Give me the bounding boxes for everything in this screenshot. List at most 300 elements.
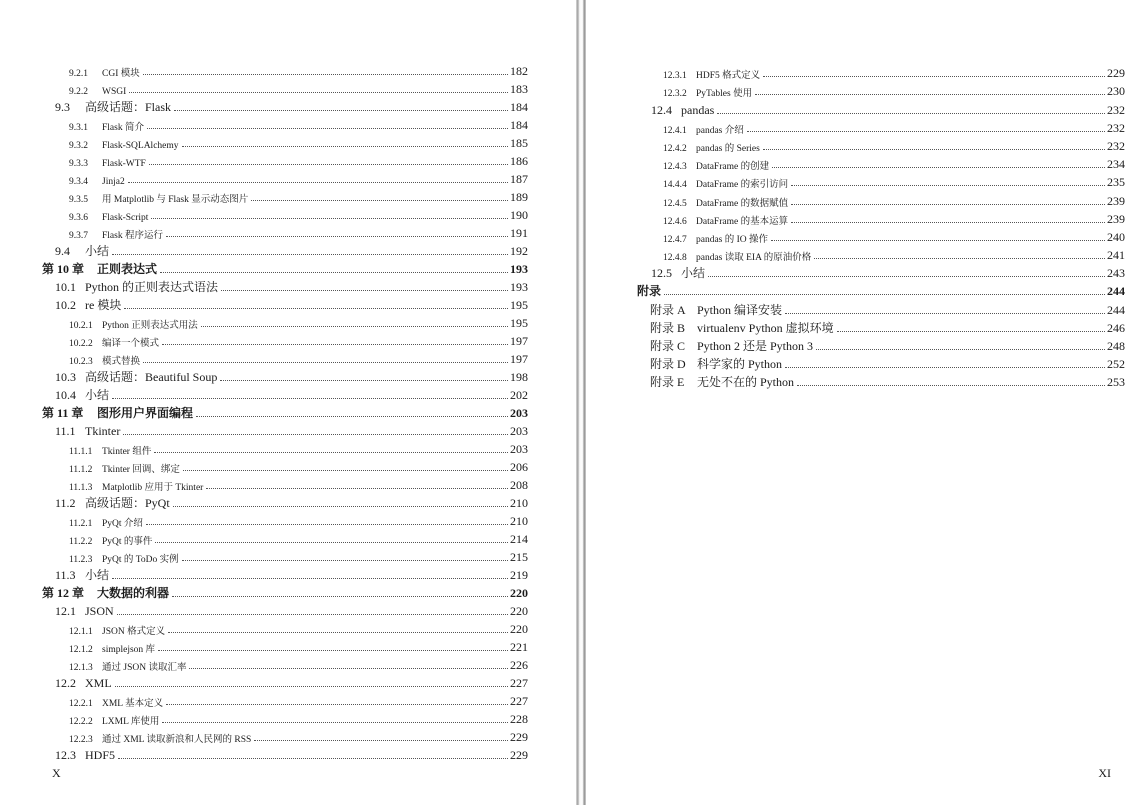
toc-entry-title: 附录 — [637, 284, 662, 299]
toc-entry-label — [69, 65, 141, 79]
book-spine-gutter — [576, 0, 586, 805]
dot-leader — [771, 240, 1105, 241]
toc-entry-number: 12.2.1 — [69, 699, 93, 709]
toc-entry-number: 附录 C — [650, 339, 686, 353]
toc-entry — [0, 367, 576, 385]
toc-entry-number: 12.3 — [55, 748, 76, 762]
toc-entry — [0, 727, 576, 745]
dot-leader — [201, 326, 508, 327]
toc-entry — [0, 115, 576, 133]
toc-entry-page: 192 — [510, 244, 528, 258]
toc-entry-title: pandas 的 IO 操作 — [696, 234, 769, 245]
toc-entry-number: 10.2.3 — [69, 357, 93, 367]
dot-leader — [196, 416, 508, 417]
toc-entry-label — [651, 103, 715, 118]
toc-entry-title: DataFrame 的创建 — [696, 162, 770, 173]
toc-entry-number: 12.4.2 — [663, 143, 687, 154]
toc-entry-label — [69, 317, 199, 331]
dot-leader — [785, 367, 1105, 368]
toc-entry — [0, 547, 576, 565]
dot-leader — [772, 167, 1105, 168]
toc-entry-title: XML 基本定义 — [102, 699, 164, 709]
toc-entry-label — [650, 373, 795, 390]
toc-entry-page: 195 — [510, 316, 528, 330]
toc-entry-number: 附录 A — [650, 302, 686, 317]
toc-entry-page: 229 — [510, 748, 528, 762]
toc-entry-page: 229 — [1107, 66, 1125, 81]
dot-leader — [166, 236, 508, 237]
dot-leader — [158, 650, 508, 651]
toc-entry-page: 232 — [1107, 102, 1125, 117]
toc-entry-label — [42, 260, 158, 277]
toc-entry-page: 220 — [510, 622, 528, 636]
dot-leader — [763, 149, 1105, 150]
dot-leader — [124, 308, 508, 309]
dot-leader — [174, 110, 508, 111]
toc-entry-page: 191 — [510, 226, 528, 240]
toc-entry-page: 241 — [1107, 248, 1125, 263]
toc-entry — [0, 259, 576, 277]
toc-entry — [0, 241, 576, 259]
toc-entry-number: 10.2 — [55, 298, 76, 312]
toc-entry-page: 234 — [1107, 157, 1125, 172]
toc-entry-title: DataFrame 的索引访问 — [696, 180, 789, 191]
toc-entry-label — [55, 386, 110, 403]
toc-entry-page: 203 — [510, 424, 528, 438]
toc-entry-title: Flask 程序运行 — [102, 231, 163, 241]
toc-entry-page: 197 — [510, 334, 528, 348]
dot-leader — [173, 506, 508, 507]
toc-entry-number: 10.1 — [55, 280, 76, 294]
toc-entry — [586, 318, 1138, 336]
toc-entry-page: 228 — [510, 712, 528, 726]
toc-entry — [0, 223, 576, 241]
toc-entry-title: pandas — [681, 102, 715, 117]
toc-entry-page: 239 — [1107, 211, 1125, 226]
toc-entry-title: 小结 — [85, 568, 110, 582]
toc-entry-label — [55, 494, 171, 511]
toc-entry-page: 220 — [510, 604, 528, 618]
toc-entry-title: pandas 读取 EIA 的原油价格 — [696, 253, 812, 264]
toc-entry-page: 219 — [510, 568, 528, 582]
toc-entry-number: 10.3 — [55, 370, 76, 384]
toc-entry-page: 214 — [510, 532, 528, 546]
dot-leader — [791, 222, 1105, 223]
toc-entry-title: 通过 JSON 读取汇率 — [102, 663, 187, 673]
toc-entry-title: 通过 XML 读取新浪和人民网的 RSS — [102, 735, 252, 745]
toc-entry — [0, 79, 576, 97]
dot-leader — [147, 128, 508, 129]
toc-entry-page: 226 — [510, 658, 528, 672]
toc-entry-label — [637, 282, 662, 299]
dot-leader — [160, 272, 508, 273]
toc-entry-title: 高级话题：PyQt — [85, 496, 170, 510]
toc-entry-title: simplejson 库 — [102, 645, 156, 655]
toc-entry-number: 9.3.3 — [69, 159, 88, 169]
dot-leader — [112, 578, 508, 579]
dot-leader — [146, 524, 508, 525]
toc-entry-label — [69, 641, 156, 655]
toc-entry-title: 图形用户界面编程 — [97, 406, 194, 420]
dot-leader — [664, 294, 1105, 295]
toc-entry-label — [663, 140, 761, 154]
toc-entry — [0, 745, 576, 763]
toc-entry-number: 附录 E — [650, 375, 685, 390]
toc-entry-label — [69, 713, 160, 727]
toc-entry-page: 182 — [510, 64, 528, 78]
dot-leader — [166, 704, 508, 705]
toc-entry-label — [650, 355, 783, 372]
toc-entry-label — [55, 98, 172, 115]
toc-entry-page: 221 — [510, 640, 528, 654]
toc-entry — [586, 227, 1138, 245]
toc-entry-page: 244 — [1107, 284, 1125, 299]
toc-entry-number: 11.1 — [55, 424, 76, 438]
toc-entry-page: 239 — [1107, 193, 1125, 208]
dot-leader — [112, 398, 508, 399]
toc-entry-title: JSON 格式定义 — [102, 627, 166, 637]
toc-entry-title: Flask 简介 — [102, 123, 144, 133]
toc-entry — [586, 172, 1138, 190]
toc-entry-title: Jinja2 — [102, 177, 125, 187]
toc-entry — [0, 619, 576, 637]
dot-leader — [785, 313, 1105, 314]
toc-entry-title: Python 2 还是 Python 3 — [697, 339, 814, 353]
toc-entry-page: 227 — [510, 676, 528, 690]
toc-entry-label — [651, 264, 706, 281]
toc-entry-page: 229 — [510, 730, 528, 744]
toc-entry-label — [650, 319, 835, 336]
toc-entry-title: 高级话题：Beautiful Soup — [85, 370, 218, 384]
toc-entry-number: 12.2 — [55, 676, 76, 690]
toc-entry — [0, 457, 576, 475]
dot-leader — [168, 632, 508, 633]
dot-leader — [221, 290, 508, 291]
toc-entry-number: 11.2 — [55, 496, 76, 510]
dot-leader — [189, 668, 508, 669]
toc-entry — [0, 637, 576, 655]
toc-entry-title: 高级话题：Flask — [85, 100, 172, 114]
toc-entry-number: 11.2.2 — [69, 537, 93, 547]
toc-entry-page: 235 — [1107, 175, 1125, 190]
toc-entry-label — [663, 158, 770, 172]
toc-entry-title: PyTables 使用 — [696, 89, 753, 100]
toc-entry-title: Flask-Script — [102, 213, 149, 223]
dot-leader — [763, 76, 1105, 77]
toc-entry — [0, 277, 576, 295]
toc-entry — [0, 97, 576, 115]
toc-entry — [586, 263, 1138, 281]
toc-entry — [586, 63, 1138, 81]
toc-entry-label — [69, 353, 141, 367]
toc-entry — [0, 709, 576, 727]
dot-leader — [129, 92, 508, 93]
dot-leader — [149, 164, 508, 165]
toc-entry-number: 11.2.3 — [69, 555, 93, 565]
toc-entry — [0, 511, 576, 529]
toc-entry-label — [69, 213, 149, 223]
toc-entry-page: 240 — [1107, 229, 1125, 244]
dot-leader — [755, 94, 1105, 95]
toc-entry-number: 11.2.1 — [69, 519, 93, 529]
page-number-left: X — [52, 766, 61, 780]
toc-entry-title: PyQt 的事件 — [102, 537, 153, 547]
toc-entry-label — [663, 195, 789, 209]
toc-entry — [0, 583, 576, 601]
toc-entry-page: 189 — [510, 190, 528, 204]
toc-entry-title: 小结 — [85, 244, 110, 258]
toc-entry-label — [663, 249, 812, 263]
toc-entry — [0, 529, 576, 547]
toc-entry-title: Tkinter — [85, 424, 121, 438]
toc-entry-number: 14.4.4 — [663, 180, 687, 191]
toc-entry-number: 9.3.4 — [69, 177, 88, 187]
dot-leader — [128, 182, 508, 183]
dot-leader — [182, 560, 508, 561]
dot-leader — [254, 740, 508, 741]
toc-entry — [0, 169, 576, 187]
left-toc-list — [0, 61, 576, 763]
toc-entry-number: 10.2.1 — [69, 321, 93, 331]
toc-entry-page: 210 — [510, 514, 528, 528]
toc-entry-page: 202 — [510, 388, 528, 402]
toc-entry-number: 附录 D — [650, 357, 686, 372]
toc-entry-number: 第 12 章 — [42, 586, 85, 600]
toc-entry-number: 9.3.6 — [69, 213, 88, 223]
toc-entry-label — [69, 623, 166, 637]
toc-entry-number: 第 10 章 — [42, 262, 85, 276]
toc-entry-label — [663, 67, 761, 81]
toc-entry-title: 正则表达式 — [97, 262, 158, 276]
toc-entry — [0, 331, 576, 349]
toc-entry-title: DataFrame 的基本运算 — [696, 216, 789, 227]
toc-entry — [586, 245, 1138, 263]
toc-entry — [0, 385, 576, 403]
toc-entry-title: 大数据的利器 — [97, 586, 170, 600]
toc-entry-label — [650, 337, 814, 354]
toc-entry-page: 193 — [510, 280, 528, 294]
toc-entry-page: 198 — [510, 370, 528, 384]
toc-entry-page: 220 — [510, 586, 528, 600]
toc-entry — [0, 151, 576, 169]
toc-entry-number: 12.4.5 — [663, 198, 687, 209]
toc-entry-label — [69, 227, 164, 241]
toc-entry-page: 190 — [510, 208, 528, 222]
toc-entry-title: LXML 库使用 — [102, 717, 160, 727]
toc-entry-title: 小结 — [681, 266, 706, 281]
toc-entry-page: 253 — [1107, 375, 1125, 390]
toc-entry-number: 10.2.2 — [69, 339, 93, 349]
toc-entry-page: 246 — [1107, 320, 1125, 335]
dot-leader — [717, 113, 1105, 114]
toc-entry — [586, 354, 1138, 372]
toc-entry-label — [69, 87, 127, 97]
toc-entry-page: 215 — [510, 550, 528, 564]
toc-entry-title: 模式替换 — [102, 357, 141, 367]
toc-entry-label — [69, 731, 252, 745]
toc-entry-label — [663, 122, 745, 136]
toc-entry-title: Flask-WTF — [102, 159, 146, 169]
toc-entry — [0, 673, 576, 691]
toc-entry-label — [42, 404, 194, 421]
toc-entry-title: 编译一个模式 — [102, 339, 160, 349]
toc-entry — [586, 190, 1138, 208]
toc-entry-number: 12.4.3 — [663, 162, 687, 173]
dot-leader — [143, 74, 508, 75]
toc-entry-number: 9.2.2 — [69, 87, 88, 97]
toc-entry-title: HDF5 — [85, 748, 116, 762]
toc-entry-label — [69, 335, 160, 349]
toc-entry — [0, 421, 576, 439]
toc-entry-number: 12.1 — [55, 604, 76, 618]
toc-entry-label — [663, 176, 789, 190]
toc-entry-title: Python 正则表达式用法 — [102, 321, 198, 331]
dot-leader — [837, 331, 1105, 332]
toc-entry-page: 183 — [510, 82, 528, 96]
toc-entry-number: 12.1.3 — [69, 663, 93, 673]
toc-entry-title: pandas 介绍 — [696, 125, 744, 136]
toc-entry-title: virtualenv Python 虚拟环境 — [697, 320, 834, 335]
page-number-right: XI — [1098, 766, 1111, 780]
toc-entry-number: 11.1.1 — [69, 447, 93, 457]
toc-entry-label — [663, 231, 769, 245]
toc-entry-page: 186 — [510, 154, 528, 168]
dot-leader — [123, 434, 508, 435]
toc-entry-number: 12.4.1 — [663, 125, 687, 136]
toc-entry — [586, 136, 1138, 154]
toc-entry-label — [69, 443, 152, 457]
toc-entry-label — [69, 515, 144, 529]
toc-entry-title: Matplotlib 应用于 Tkinter — [102, 483, 204, 493]
toc-entry-title: JSON — [85, 604, 114, 618]
toc-entry-page: 244 — [1107, 302, 1125, 317]
toc-entry-label — [55, 676, 113, 691]
toc-entry-label — [69, 119, 145, 133]
toc-entry-page: 184 — [510, 100, 528, 114]
dot-leader — [143, 362, 508, 363]
toc-entry — [0, 403, 576, 421]
toc-entry-title: Flask-SQLAlchemy — [102, 141, 179, 151]
toc-entry — [0, 475, 576, 493]
toc-entry-page: 232 — [1107, 138, 1125, 153]
toc-entry-title: 小结 — [85, 388, 110, 402]
toc-entry-label — [663, 213, 789, 227]
toc-entry-page: 243 — [1107, 266, 1125, 281]
toc-entry-number: 12.4.8 — [663, 253, 687, 264]
toc-entry-number: 11.3 — [55, 568, 76, 582]
toc-entry — [586, 99, 1138, 117]
toc-entry-number: 12.5 — [651, 266, 672, 281]
toc-entry-page: 210 — [510, 496, 528, 510]
toc-entry-number: 12.4.7 — [663, 234, 687, 245]
toc-entry-title: re 模块 — [85, 298, 122, 312]
toc-entry-title: Python 的正则表达式语法 — [85, 280, 219, 294]
toc-entry-title: Python 编译安装 — [697, 302, 783, 317]
right-toc-list — [586, 63, 1138, 390]
toc-entry-number: 12.1.1 — [69, 627, 93, 637]
dot-leader — [118, 758, 508, 759]
toc-entry-page: 197 — [510, 352, 528, 366]
toc-entry-label — [69, 141, 180, 151]
toc-entry-page: 185 — [510, 136, 528, 150]
dot-leader — [797, 385, 1105, 386]
toc-entry — [586, 154, 1138, 172]
toc-entry — [0, 655, 576, 673]
toc-entry-page: 195 — [510, 298, 528, 312]
dot-leader — [112, 254, 508, 255]
toc-entry — [586, 299, 1138, 317]
toc-entry-label — [69, 659, 187, 673]
toc-entry-title: CGI 模块 — [102, 69, 140, 79]
toc-entry-label — [69, 159, 147, 169]
toc-entry-number: 9.3 — [55, 100, 70, 114]
toc-entry-number: 11.1.3 — [69, 483, 93, 493]
toc-entry-title: DataFrame 的数据赋值 — [696, 198, 789, 209]
toc-entry — [0, 691, 576, 709]
toc-entry-page: 232 — [1107, 120, 1125, 135]
toc-entry-label — [55, 296, 122, 313]
dot-leader — [162, 722, 508, 723]
toc-entry-label — [69, 551, 180, 565]
toc-entry-label — [55, 566, 110, 583]
toc-entry — [586, 281, 1138, 299]
dot-leader — [172, 596, 508, 597]
toc-entry-title: WSGI — [102, 87, 127, 97]
toc-entry-number: 12.2.3 — [69, 735, 93, 745]
dot-leader — [115, 686, 508, 687]
toc-entry-title: 无处不在的 Python — [697, 375, 795, 390]
dot-leader — [791, 204, 1105, 205]
toc-entry-number: 12.1.2 — [69, 645, 93, 655]
toc-entry-title: 科学家的 Python — [697, 357, 783, 372]
toc-entry-label — [55, 424, 121, 439]
toc-entry-label — [69, 695, 164, 709]
toc-entry-number: 9.3.5 — [69, 195, 88, 205]
toc-entry — [0, 601, 576, 619]
toc-entry-number: 9.3.1 — [69, 123, 88, 133]
toc-entry — [0, 205, 576, 223]
toc-entry-title: XML — [85, 676, 112, 690]
toc-entry — [0, 187, 576, 205]
toc-entry-label — [69, 191, 249, 205]
toc-entry-page: 227 — [510, 694, 528, 708]
toc-entry-number: 附录 B — [650, 320, 686, 335]
toc-entry-number: 12.4 — [651, 102, 672, 117]
toc-entry — [0, 565, 576, 583]
toc-entry-label — [55, 278, 219, 295]
toc-entry — [0, 133, 576, 151]
toc-entry — [0, 493, 576, 511]
dot-leader — [155, 542, 508, 543]
dot-leader — [162, 344, 508, 345]
toc-entry-title: PyQt 介绍 — [102, 519, 143, 529]
dot-leader — [154, 452, 508, 453]
toc-entry-title: Tkinter 组件 — [102, 447, 152, 457]
toc-entry-page: 230 — [1107, 84, 1125, 99]
toc-entry-page: 248 — [1107, 339, 1125, 353]
toc-entry-page: 203 — [510, 442, 528, 456]
dot-leader — [747, 131, 1105, 132]
toc-entry — [586, 372, 1138, 390]
toc-entry-number: 12.4.6 — [663, 216, 687, 227]
dot-leader — [220, 380, 508, 381]
toc-entry-title: PyQt 的 ToDo 实例 — [102, 555, 179, 565]
toc-entry-number: 9.3.7 — [69, 231, 88, 241]
toc-entry-label — [55, 368, 218, 385]
toc-entry — [0, 313, 576, 331]
toc-entry-number: 9.2.1 — [69, 69, 88, 79]
toc-entry-number: 12.3.1 — [663, 71, 687, 82]
